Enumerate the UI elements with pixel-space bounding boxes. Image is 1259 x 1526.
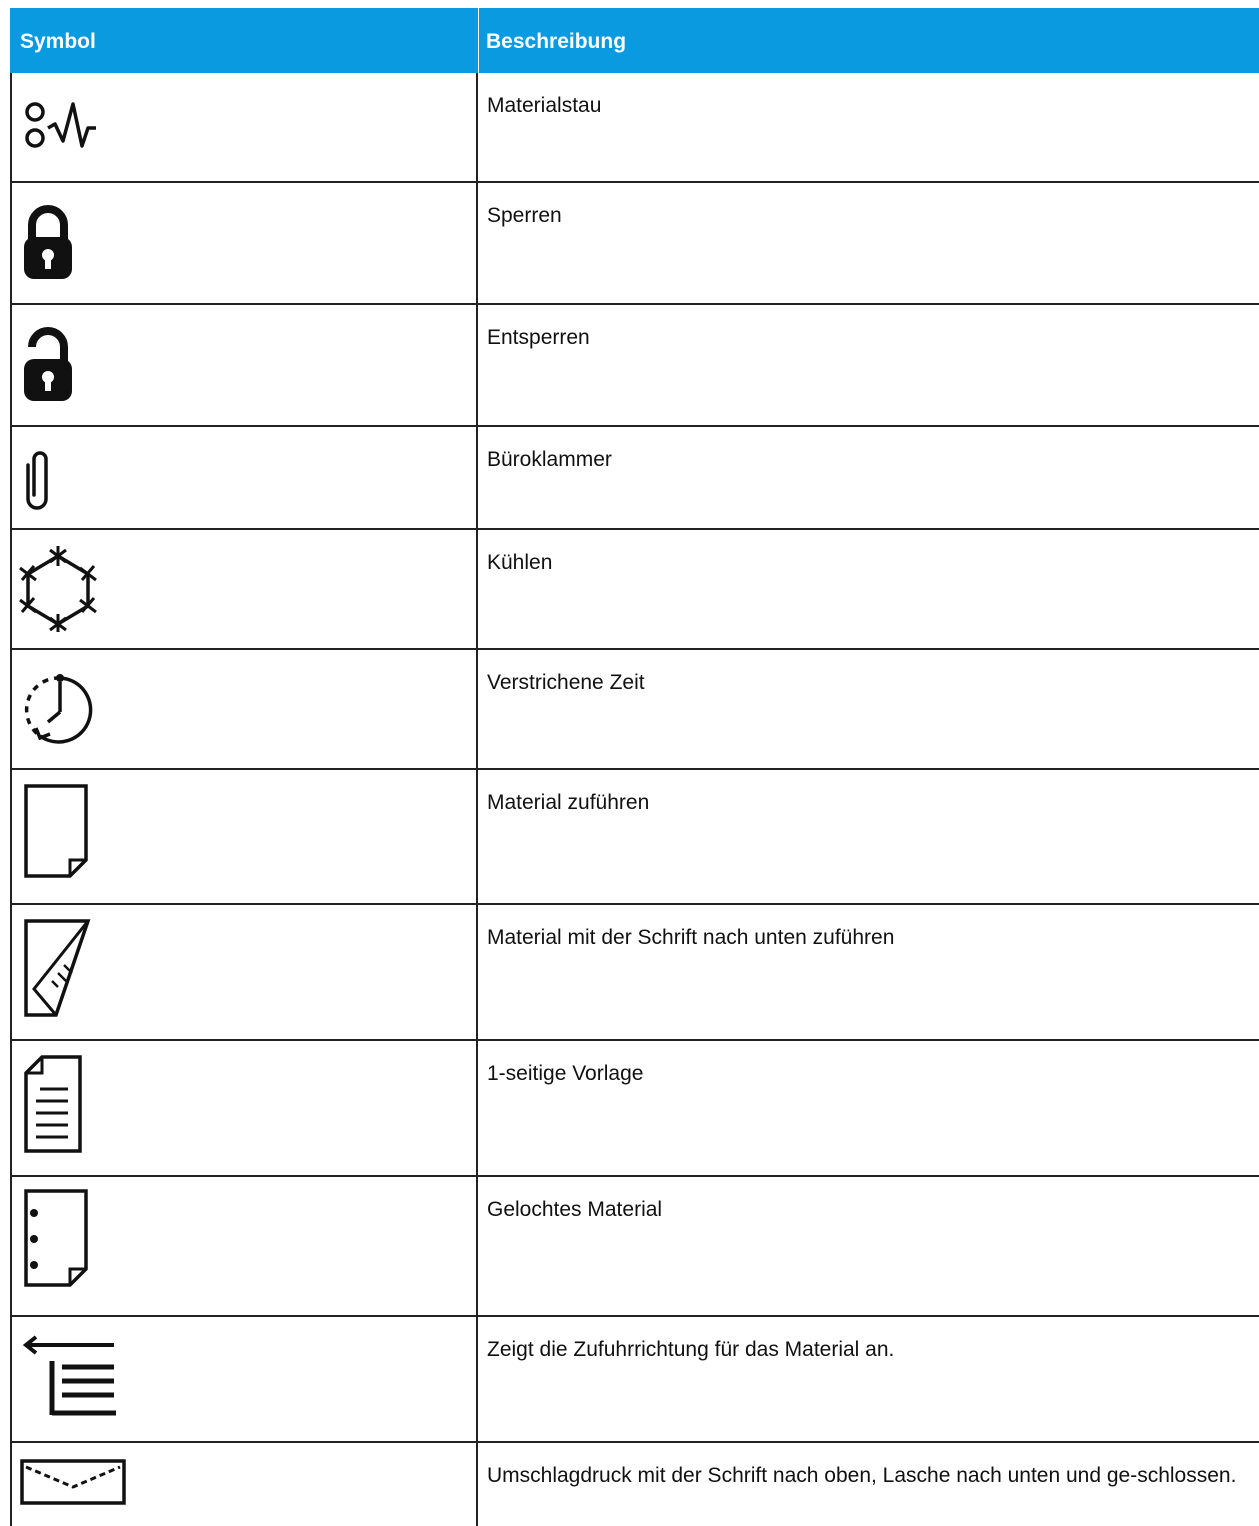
symbol-cell [10, 1041, 478, 1175]
feed-direction-icon [18, 1331, 128, 1421]
header-divider [478, 8, 479, 73]
row-description: Entsperren [487, 326, 590, 349]
row-description: Sperren [487, 204, 562, 227]
cooling-snowflake-icon [18, 544, 98, 634]
unlock-icon [18, 319, 88, 409]
paperclip-icon [18, 445, 58, 515]
symbol-cell [10, 530, 478, 648]
paper-jam-icon [18, 96, 108, 158]
row-description: Umschlagdruck mit der Schrift nach oben, Lasche nach unten und ge-schlossen. [487, 1464, 1237, 1487]
envelope-face-up-flap-down-icon [18, 1457, 130, 1509]
symbol-cell [10, 905, 478, 1039]
table-row [10, 1317, 1259, 1443]
row-description: Büroklammer [487, 448, 612, 471]
row-description: Material zuführen [487, 791, 650, 814]
header-symbol: Symbol [20, 30, 96, 53]
symbol-cell [10, 73, 478, 181]
row-description: Materialstau [487, 94, 602, 117]
table-row [10, 905, 1259, 1041]
table-header [10, 8, 1259, 73]
table-row [10, 530, 1259, 650]
table-row [10, 183, 1259, 305]
row-description: Gelochtes Material [487, 1198, 663, 1221]
row-description: 1-seitige Vorlage [487, 1062, 644, 1085]
symbol-cell [10, 305, 478, 425]
lock-icon [18, 197, 88, 287]
table-row [10, 1177, 1259, 1317]
symbol-cell [10, 183, 478, 303]
table-row [10, 73, 1259, 183]
row-description: Zeigt die Zufuhrrichtung für das Material an. [487, 1338, 895, 1361]
table-row [10, 770, 1259, 905]
symbol-cell [10, 1177, 478, 1315]
elapsed-time-clock-icon [18, 664, 102, 754]
load-paper-face-down-icon [18, 917, 98, 1021]
symbol-cell [10, 427, 478, 528]
row-description: Verstrichene Zeit [487, 671, 645, 694]
symbol-cell [10, 1317, 478, 1441]
hole-punched-paper-icon [18, 1187, 98, 1291]
table-row [10, 650, 1259, 770]
symbol-cell [10, 1443, 478, 1526]
row-description: Kühlen [487, 551, 553, 574]
symbol-cell [10, 770, 478, 903]
one-sided-original-icon [18, 1053, 88, 1157]
table-row [10, 305, 1259, 427]
table-row [10, 1041, 1259, 1177]
table-row [10, 427, 1259, 530]
header-description: Beschreibung [486, 30, 627, 53]
symbol-cell [10, 650, 478, 768]
row-description: Material mit der Schrift nach unten zuführen [487, 926, 895, 949]
table-row [10, 1443, 1259, 1526]
load-paper-icon [18, 782, 98, 882]
